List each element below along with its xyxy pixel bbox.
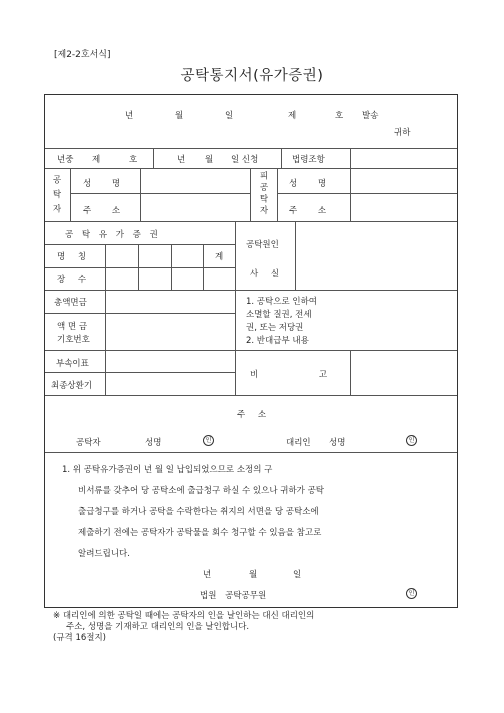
rule-after-face-total <box>45 313 235 314</box>
sec-total: 계 <box>215 252 224 262</box>
notice-line-4: 제출하기 전에는 공탁자가 공탁물을 회수 청구할 수 있음을 참고로 <box>78 528 322 538</box>
depositor-label: 공탁자 <box>51 175 61 219</box>
closing-month: 월 <box>249 570 258 580</box>
app-law: 법령조항 <box>292 155 325 165</box>
rule-after-face-code <box>45 350 457 351</box>
sec-name-label: 명 칭 <box>57 252 87 262</box>
rule-after-count-row <box>45 290 457 291</box>
rule-after-coupon <box>45 372 235 373</box>
cause-label-2: 사 실 <box>250 269 280 279</box>
sign-agent: 대리인 <box>286 438 311 448</box>
note-item1c: 권, 또는 저당권 <box>246 323 304 333</box>
depositee-name-label: 성 명 <box>289 179 327 189</box>
app-date-year: 년 <box>177 155 186 165</box>
closing-seal: 인 <box>406 588 417 599</box>
sec-coupon: 부속이표 <box>56 359 89 369</box>
sign-address: 주 소 <box>237 410 267 420</box>
cause-label-1: 공탁원인 <box>246 240 279 250</box>
vrule-sec-right <box>235 221 236 395</box>
app-case-year: 년중 <box>57 155 74 165</box>
sign-agent-seal: 인 <box>406 435 417 446</box>
vrule-depositor-field <box>140 168 141 221</box>
app-date-month: 월 <box>205 155 214 165</box>
note-item1: 1. 공탁으로 인하여 <box>246 297 317 307</box>
rule-depositor-mid <box>70 193 250 194</box>
top-recipient: 귀하 <box>394 128 411 138</box>
vrule-app-2 <box>281 148 282 168</box>
rule-after-sign <box>45 452 457 453</box>
sign-name: 성명 <box>145 438 162 448</box>
vrule-sec-c2 <box>138 244 139 290</box>
vrule-sec-c4 <box>203 244 204 290</box>
rule-after-header <box>45 148 457 149</box>
vrule-sec-label <box>105 290 106 395</box>
top-je: 제 <box>288 111 297 121</box>
top-ho: 호 <box>335 111 344 121</box>
app-case-ho: 호 <box>129 155 138 165</box>
depositee-address-label: 주 소 <box>289 206 327 216</box>
footnote-line-2: 주소, 성명을 기재하고 대리인의 인을 날인합니다. <box>66 622 250 632</box>
vrule-party-split <box>250 168 251 221</box>
sign-depositor-seal: 인 <box>203 435 214 446</box>
vrule-app-3 <box>350 148 351 168</box>
closing-day: 일 <box>293 570 302 580</box>
notice-line-1: 1. 위 공탁유가증권이 년 월 일 납입되었으므로 소정의 구 <box>62 465 273 475</box>
notice-line-5: 알려드립니다. <box>78 549 130 559</box>
sec-count-label: 장 수 <box>57 275 87 285</box>
vrule-cause <box>295 221 296 290</box>
depositee-label: 피공탁자 <box>258 171 268 217</box>
closing-year: 년 <box>203 570 212 580</box>
vrule-app-1 <box>153 148 154 168</box>
rule-after-app-row <box>45 168 457 169</box>
vrule-depositee-field <box>350 168 351 221</box>
vrule-depositor-label <box>70 168 71 221</box>
app-case-je: 제 <box>92 155 101 165</box>
sec-last-repay: 최종상환기 <box>51 381 93 391</box>
sec-face-total: 총액면금 <box>54 298 87 308</box>
notice-line-3: 출급청구를 하거나 공탁을 수락한다는 취지의 서면을 당 공탁소에 <box>78 507 319 517</box>
depositor-address-label: 주 소 <box>83 206 121 216</box>
rule-after-name-row <box>45 267 235 268</box>
rule-after-sec-header <box>45 244 235 245</box>
sign-agent-name: 성명 <box>329 438 346 448</box>
form-code: [제2-2호서식] <box>54 50 111 60</box>
sign-depositor: 공탁자 <box>76 438 101 448</box>
footnote-spec: (규격 16절지) <box>53 633 106 643</box>
top-month: 월 <box>175 111 184 121</box>
rule-after-last-repay <box>45 395 457 396</box>
vrule-sec-c1 <box>105 244 106 290</box>
rule-after-parties <box>45 221 457 222</box>
footnote-line-1: ※ 대리인에 의한 공탁일 때에는 공탁자의 인을 날인하는 대신 대리인의 <box>53 611 315 621</box>
notice-line-2: 비서류를 갖추어 당 공탁소에 출급청구 하실 수 있으나 귀하가 공탁 <box>78 486 325 496</box>
rule-depositee-mid <box>277 193 457 194</box>
top-year: 년 <box>125 111 134 121</box>
top-issue: 발송 <box>362 111 379 121</box>
top-day: 일 <box>225 111 234 121</box>
page-title: 공탁통지서(유가증권) <box>180 68 324 84</box>
vrule-depositee-label <box>277 168 278 221</box>
securities-header: 공 탁 유 가 증 권 <box>65 230 158 240</box>
note-item2: 2. 반대급부 내용 <box>246 336 309 346</box>
closing-official: 법원 공탁공무원 <box>200 591 267 601</box>
depositor-name-label: 성 명 <box>83 179 121 189</box>
note-item1b: 소멸할 질권, 전세 <box>246 310 312 320</box>
sec-face-code-2: 기호번호 <box>57 335 90 345</box>
vrule-remarks <box>350 350 351 395</box>
sec-face-code-1: 액 면 금 <box>57 322 88 332</box>
app-date-day: 일 신청 <box>231 155 259 165</box>
remarks-label: 비 고 <box>250 370 328 380</box>
vrule-sec-c3 <box>171 244 172 290</box>
